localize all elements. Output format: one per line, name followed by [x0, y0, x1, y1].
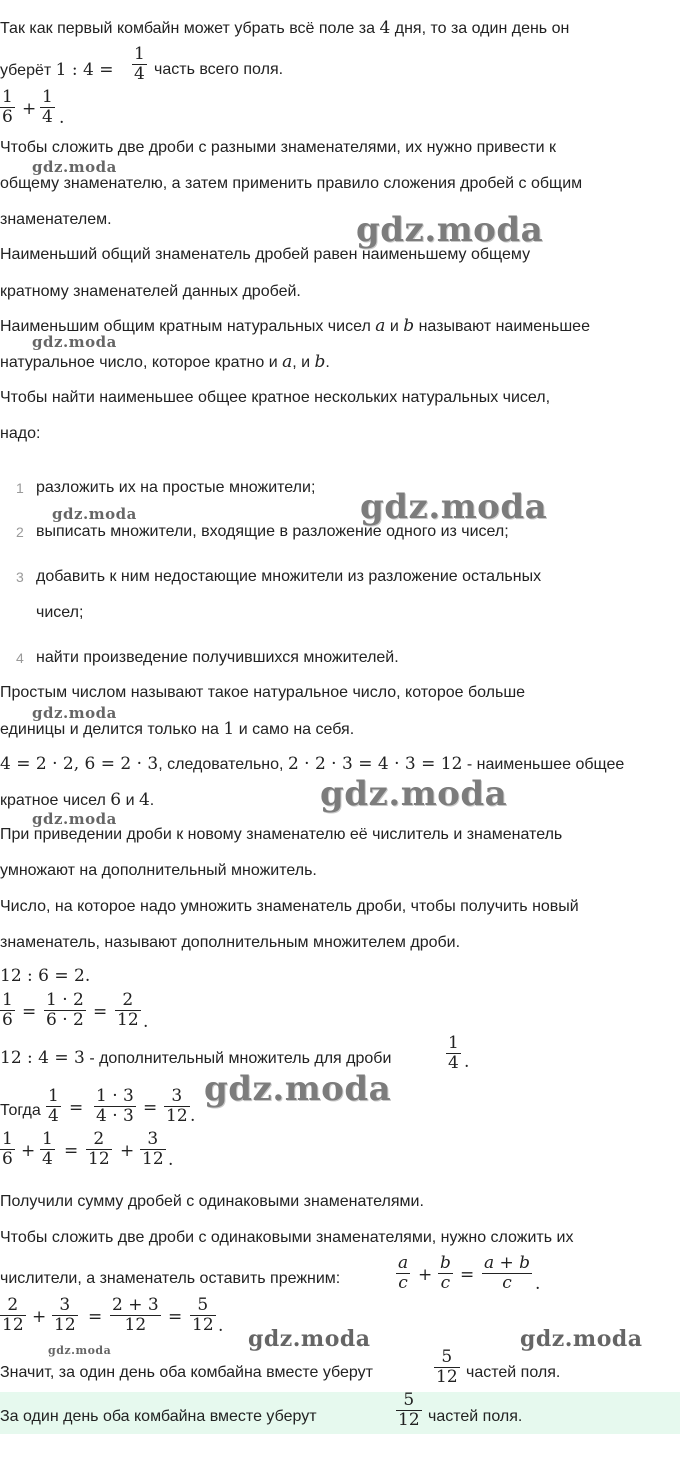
- text: Так как первый комбайн может убрать всё поле за: [0, 20, 375, 37]
- numerator: 3: [59, 1295, 71, 1315]
- numerator: 1: [42, 1129, 53, 1149]
- numerator: 1 · 3: [96, 1086, 134, 1106]
- math: a: [375, 316, 386, 336]
- list-number: 1: [16, 480, 24, 496]
- text-line: [0, 352, 330, 373]
- fraction: [0, 88, 15, 127]
- fraction: [115, 991, 141, 1030]
- denominator: 4: [42, 1149, 53, 1169]
- fraction: [190, 1296, 216, 1335]
- text: - дополнительный множитель для дроби: [89, 1050, 392, 1067]
- math-operator: +: [32, 1307, 47, 1327]
- text-line: Наименьший общий знаменатель дробей равен наименьшему общему: [0, 246, 531, 263]
- denominator: 4: [448, 1053, 459, 1073]
- math-operator: =: [168, 1307, 183, 1327]
- numerator: 5: [441, 1347, 453, 1367]
- text: Наименьшим общим кратным натуральных чисел: [0, 318, 371, 335]
- denominator: 6: [2, 1010, 13, 1030]
- text-line: надо:: [0, 425, 41, 442]
- denominator: 4: [42, 107, 53, 127]
- denominator: 12: [54, 1315, 76, 1335]
- text: частей поля.: [466, 1364, 561, 1381]
- text: дня, то за один день он: [394, 20, 570, 37]
- fraction: [110, 1296, 161, 1335]
- fraction: [94, 1087, 136, 1126]
- watermark: gdz.moda: [32, 333, 117, 351]
- numerator: 1: [2, 990, 13, 1010]
- watermark: gdz.moda: [356, 210, 544, 250]
- text-line: [0, 60, 113, 81]
- fraction: [140, 1130, 166, 1169]
- denominator: 12: [142, 1149, 164, 1169]
- math: 1 : 4 =: [55, 60, 114, 80]
- fraction: [434, 1348, 460, 1387]
- math-operator: =: [69, 1098, 84, 1118]
- fraction: [132, 45, 147, 84]
- numerator: 2: [122, 990, 134, 1010]
- fraction: [0, 1130, 15, 1169]
- fraction: [438, 1254, 453, 1293]
- numerator: 2: [7, 1295, 19, 1315]
- math-operator: .: [218, 1316, 224, 1336]
- math: 4: [379, 18, 391, 38]
- list-item: найти произведение получившихся множителей.: [36, 649, 399, 666]
- math-operator: .: [59, 108, 65, 128]
- fraction: [52, 1296, 78, 1335]
- text-line: знаменатель, называют дополнительным множителем дроби.: [0, 934, 461, 951]
- text-line: Число, на которое надо умножить знаменатель дроби, чтобы получить новый: [0, 898, 579, 915]
- watermark: gdz.moda: [52, 505, 137, 523]
- numerator: 1: [2, 87, 13, 107]
- math-operator: =: [460, 1265, 475, 1285]
- denominator: 12: [117, 1010, 139, 1030]
- math-operator: =: [93, 1002, 108, 1022]
- numerator: 5: [403, 1390, 415, 1410]
- text: , и: [292, 354, 311, 371]
- text-line: знаменателем.: [0, 211, 112, 228]
- math: a: [282, 352, 293, 372]
- math-line: 12 : 6 = 2.: [0, 966, 91, 986]
- denominator: 12: [2, 1315, 24, 1335]
- watermark: gdz.moda: [204, 1069, 392, 1109]
- numerator: 3: [147, 1129, 159, 1149]
- denominator: c: [440, 1273, 451, 1293]
- denominator: 6: [2, 107, 13, 127]
- math: 4: [138, 790, 150, 810]
- text-line: Чтобы сложить две дроби с разными знаменателями, их нужно привести к: [0, 139, 557, 156]
- text: , следовательно,: [158, 756, 284, 773]
- fraction: [44, 991, 86, 1030]
- text: уберёт: [0, 62, 52, 79]
- math-operator: =: [22, 1002, 37, 1022]
- math-operator: .: [143, 1012, 149, 1032]
- answer-text: За один день оба комбайна вместе уберут: [0, 1408, 317, 1425]
- numerator: 3: [171, 1086, 183, 1106]
- text: и: [389, 318, 399, 335]
- fraction: [164, 1087, 190, 1126]
- watermark: gdz.moda: [32, 704, 117, 722]
- numerator: 2: [93, 1129, 105, 1149]
- text: единицы и делится только на: [0, 721, 219, 738]
- text-line: умножают на дополнительный множитель.: [0, 862, 317, 879]
- math-operator: .: [535, 1274, 541, 1294]
- text-line: [0, 754, 624, 775]
- text-line: общему знаменателю, а затем применить правило сложения дробей с общим: [0, 175, 583, 192]
- list-item: добавить к ним недостающие множители из разложение остальных: [36, 568, 542, 585]
- fraction: [0, 991, 15, 1030]
- text: Тогда: [0, 1102, 41, 1119]
- text-line: [0, 790, 154, 811]
- text: и: [125, 792, 135, 809]
- math: 1: [223, 719, 235, 739]
- text: .: [149, 792, 155, 809]
- denominator: 12: [88, 1149, 110, 1169]
- text-line: [0, 719, 354, 740]
- text: часть всего поля.: [154, 61, 284, 78]
- math: 6: [110, 790, 122, 810]
- math-operator: +: [418, 1265, 433, 1285]
- list-number: 3: [16, 569, 24, 585]
- text: и само на себя.: [238, 721, 355, 738]
- math-operator: .: [464, 1052, 470, 1072]
- denominator: 12: [124, 1315, 147, 1335]
- denominator: 12: [166, 1106, 188, 1126]
- math-operator: =: [64, 1141, 79, 1161]
- fraction: [46, 1087, 61, 1126]
- numerator: 1: [448, 1033, 459, 1053]
- math-operator: .: [168, 1150, 174, 1170]
- numerator: 1 · 2: [46, 990, 84, 1010]
- math: 4 = 2 · 2, 6 = 2 · 3: [0, 754, 159, 774]
- list-item: разложить их на простые множители;: [36, 479, 316, 496]
- text: кратное чисел: [0, 792, 106, 809]
- text: Значит, за один день оба комбайна вместе уберут: [0, 1364, 373, 1381]
- text-line: кратному знаменателей данных дробей.: [0, 283, 301, 300]
- list-item: выписать множители, входящие в разложение одного из чисел;: [36, 523, 509, 540]
- watermark: gdz.moda: [32, 810, 117, 828]
- math-operator: =: [143, 1098, 158, 1118]
- watermark: gdz.moda: [360, 487, 548, 527]
- denominator: 4 · 3: [96, 1106, 134, 1126]
- watermark: gdz.moda: [320, 774, 508, 814]
- text-line: Чтобы найти наименьшее общее кратное нескольких натуральных чисел,: [0, 389, 551, 406]
- fraction: [40, 88, 55, 127]
- denominator: 6 · 2: [46, 1010, 84, 1030]
- numerator: 2 + 3: [112, 1295, 159, 1315]
- denominator: 4: [134, 64, 145, 84]
- math-operator: +: [22, 99, 37, 119]
- fraction: [396, 1254, 410, 1293]
- numerator: a: [398, 1253, 409, 1273]
- list-number: 2: [16, 524, 24, 540]
- text-line: При приведении дроби к новому знаменателю её числитель и знаменатель: [0, 826, 563, 843]
- fraction: [40, 1130, 55, 1169]
- list-number: 4: [16, 650, 24, 666]
- fraction: [396, 1391, 422, 1430]
- fraction: [86, 1130, 112, 1169]
- math: 12 : 4 = 3: [0, 1048, 85, 1068]
- numerator: 5: [197, 1295, 209, 1315]
- math-operator: +: [21, 1141, 36, 1161]
- math: b: [403, 316, 415, 336]
- math-operator: .: [190, 1106, 196, 1126]
- denominator: c: [502, 1273, 512, 1293]
- denominator: 4: [48, 1106, 59, 1126]
- answer-text: частей поля.: [428, 1408, 523, 1425]
- watermark: gdz.moda: [48, 1344, 112, 1357]
- math: 2 · 2 · 3 = 4 · 3 = 12: [287, 754, 463, 774]
- fraction: [482, 1254, 532, 1293]
- text: .: [325, 354, 330, 371]
- watermark: gdz.moda: [520, 1326, 643, 1352]
- text-line: [0, 18, 569, 39]
- denominator: 6: [2, 1149, 13, 1169]
- text-line: Чтобы сложить две дроби с одинаковыми знаменателями, нужно сложить их: [0, 1229, 574, 1246]
- numerator: 1: [48, 1086, 59, 1106]
- math: b: [314, 352, 326, 372]
- watermark: gdz.moda: [32, 158, 117, 176]
- numerator: b: [440, 1253, 451, 1273]
- numerator: 1: [42, 87, 53, 107]
- numerator: 1: [2, 1129, 13, 1149]
- fraction: [446, 1034, 461, 1073]
- text: называют наименьшее: [418, 318, 590, 335]
- text: натуральное число, которое кратно и: [0, 354, 278, 371]
- denominator: c: [398, 1273, 408, 1293]
- denominator: 12: [398, 1410, 420, 1430]
- fraction: [0, 1296, 26, 1335]
- text-line: Простым числом называют такое натуральное число, которое больше: [0, 684, 526, 701]
- denominator: 12: [436, 1367, 458, 1387]
- text-line: числители, а знаменатель оставить прежним:: [0, 1270, 341, 1287]
- list-item: чисел;: [36, 604, 84, 621]
- denominator: 12: [192, 1315, 214, 1335]
- numerator: 1: [134, 44, 145, 64]
- text: - наименьшее общее: [466, 756, 625, 773]
- numerator: a + b: [484, 1253, 531, 1273]
- math-operator: =: [88, 1307, 103, 1327]
- math-operator: +: [120, 1141, 135, 1161]
- watermark: gdz.moda: [248, 1326, 371, 1352]
- text-line: Получили сумму дробей с одинаковыми знаменателями.: [0, 1193, 424, 1210]
- text-line: [0, 1048, 391, 1069]
